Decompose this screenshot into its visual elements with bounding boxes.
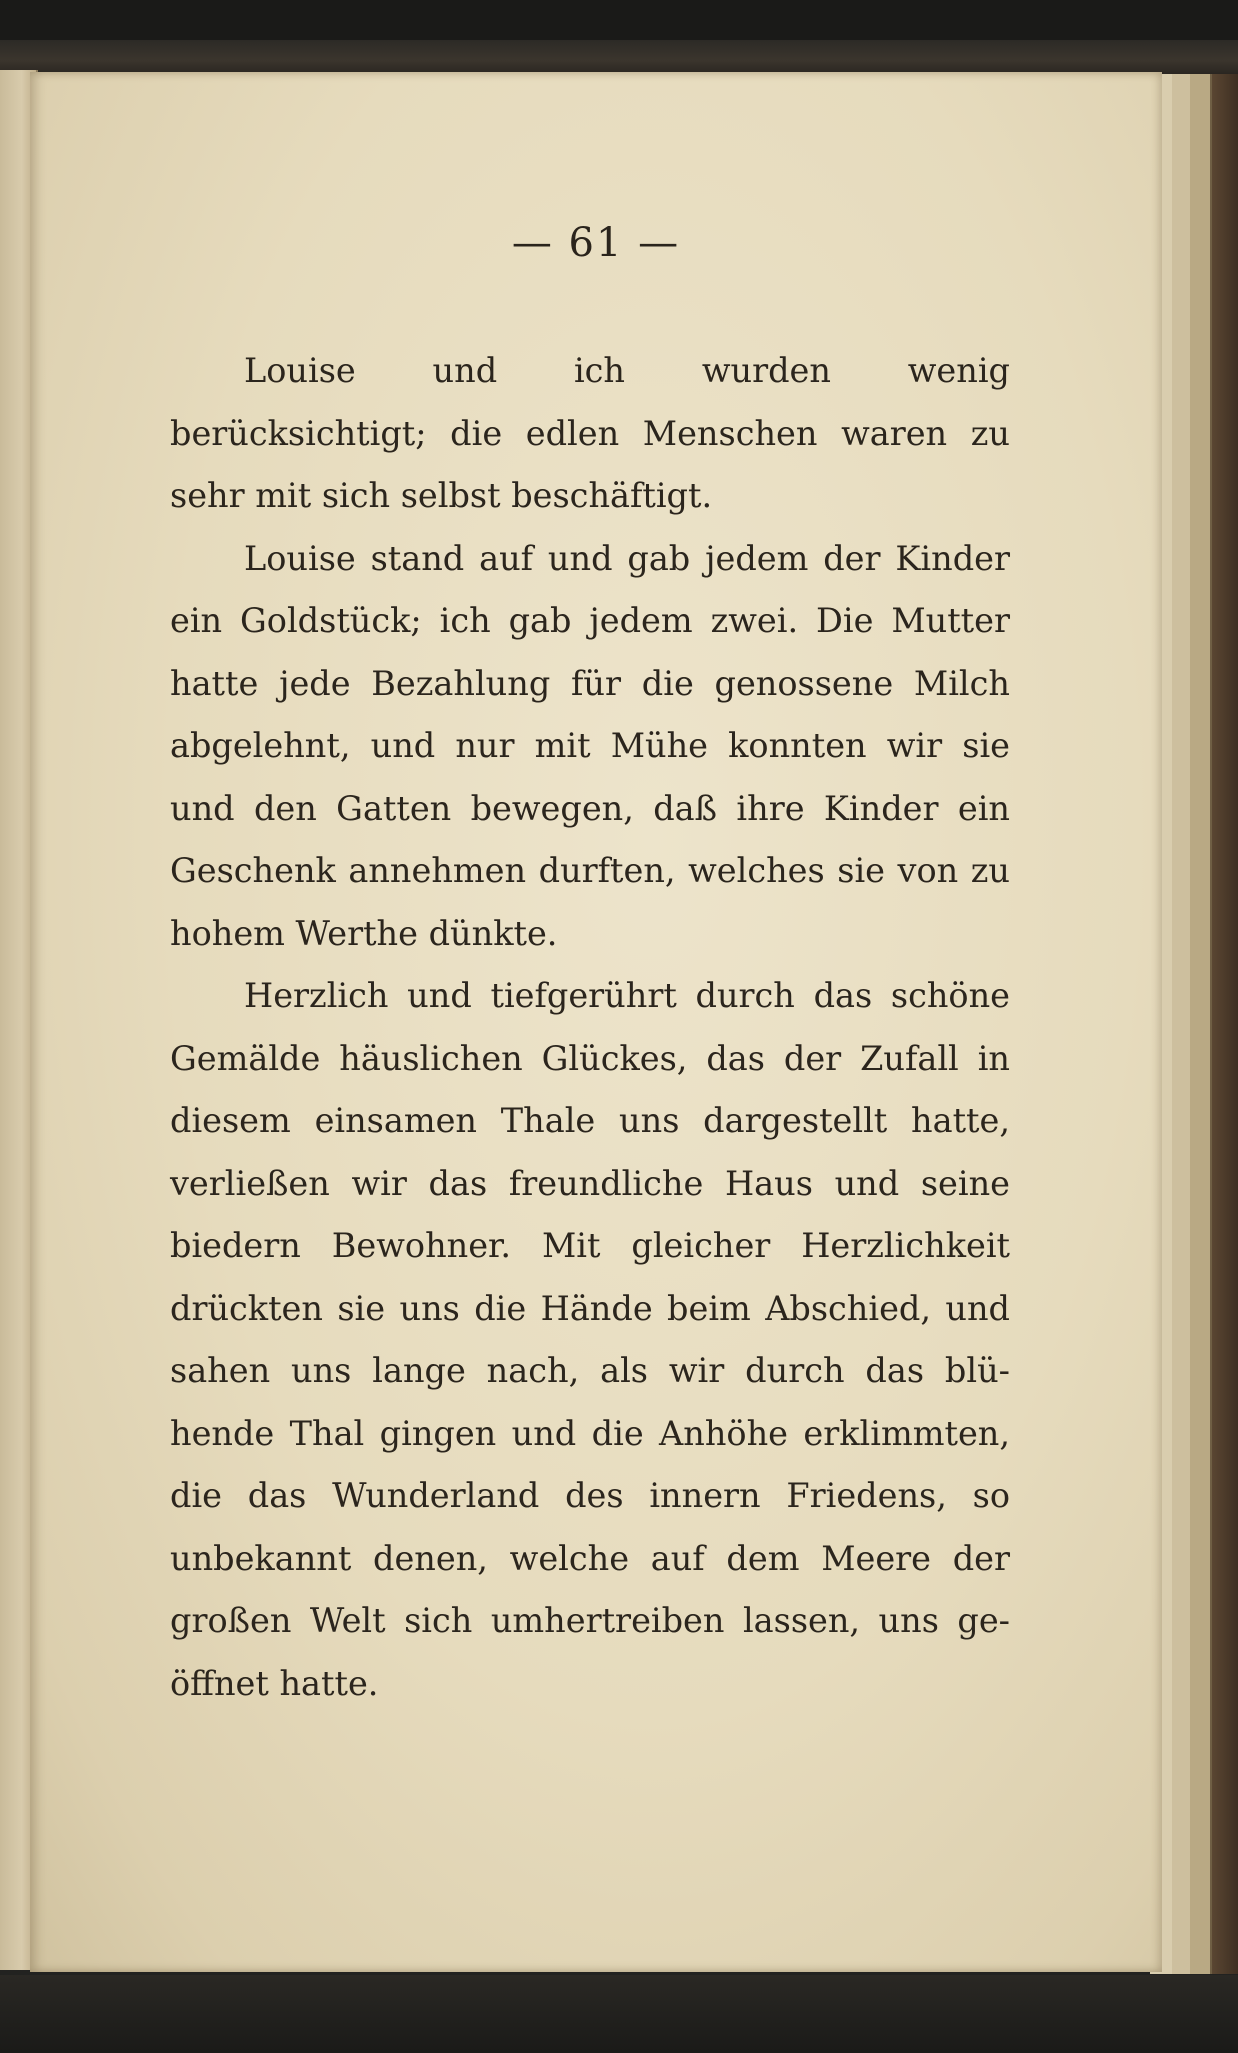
- page-edge: [1172, 74, 1191, 1974]
- paragraph-2: Louise stand auf und gab jedem der Kinder ein Goldstück; ich gab jedem zwei. Die Mutter hatte jede Bezahlung für die genossene Milch abgelehnt, und nur mit Mühe konnten wir sie und den Gatten bewegen, daß ihre Kinder ein Geschenk annehmen durften, welches sie von zu hohem Werthe dünkte.: [170, 538, 1010, 953]
- book-binding-top: [0, 40, 1238, 74]
- page-text: [170, 340, 1010, 1715]
- page-number: — 61 —: [511, 220, 681, 266]
- book-page: [30, 72, 1162, 1972]
- paragraph-1: Louise und ich wurden wenig berücksichtigt; die edlen Menschen waren zu sehr mit sich selbst beschäftigt.: [170, 351, 1010, 515]
- page-edge: [1190, 74, 1212, 1974]
- paragraph-3: Herzlich und tiefgerührt durch das schöne Gemälde häuslichen Glückes, das der Zufall in diesem einsamen Thale uns dargestellt hatte, verließen wir das freundliche Haus und seine biedern Bewohner. Mit gleicher Herzlichkeit drückten sie uns die Hände beim Abschied, und sahen uns lange nach, als wir durch das blühende Thal gingen und die Anhöhe erklimmten, die das Wunderland des innern Friedens, so unbekannt denen, welche auf dem Meere der großen Welt sich umhertreiben lassen, uns geöffnet hatte.: [170, 976, 1010, 1703]
- book-cover-edge: [1212, 74, 1238, 1974]
- scan-background-bottom: [0, 1975, 1238, 2053]
